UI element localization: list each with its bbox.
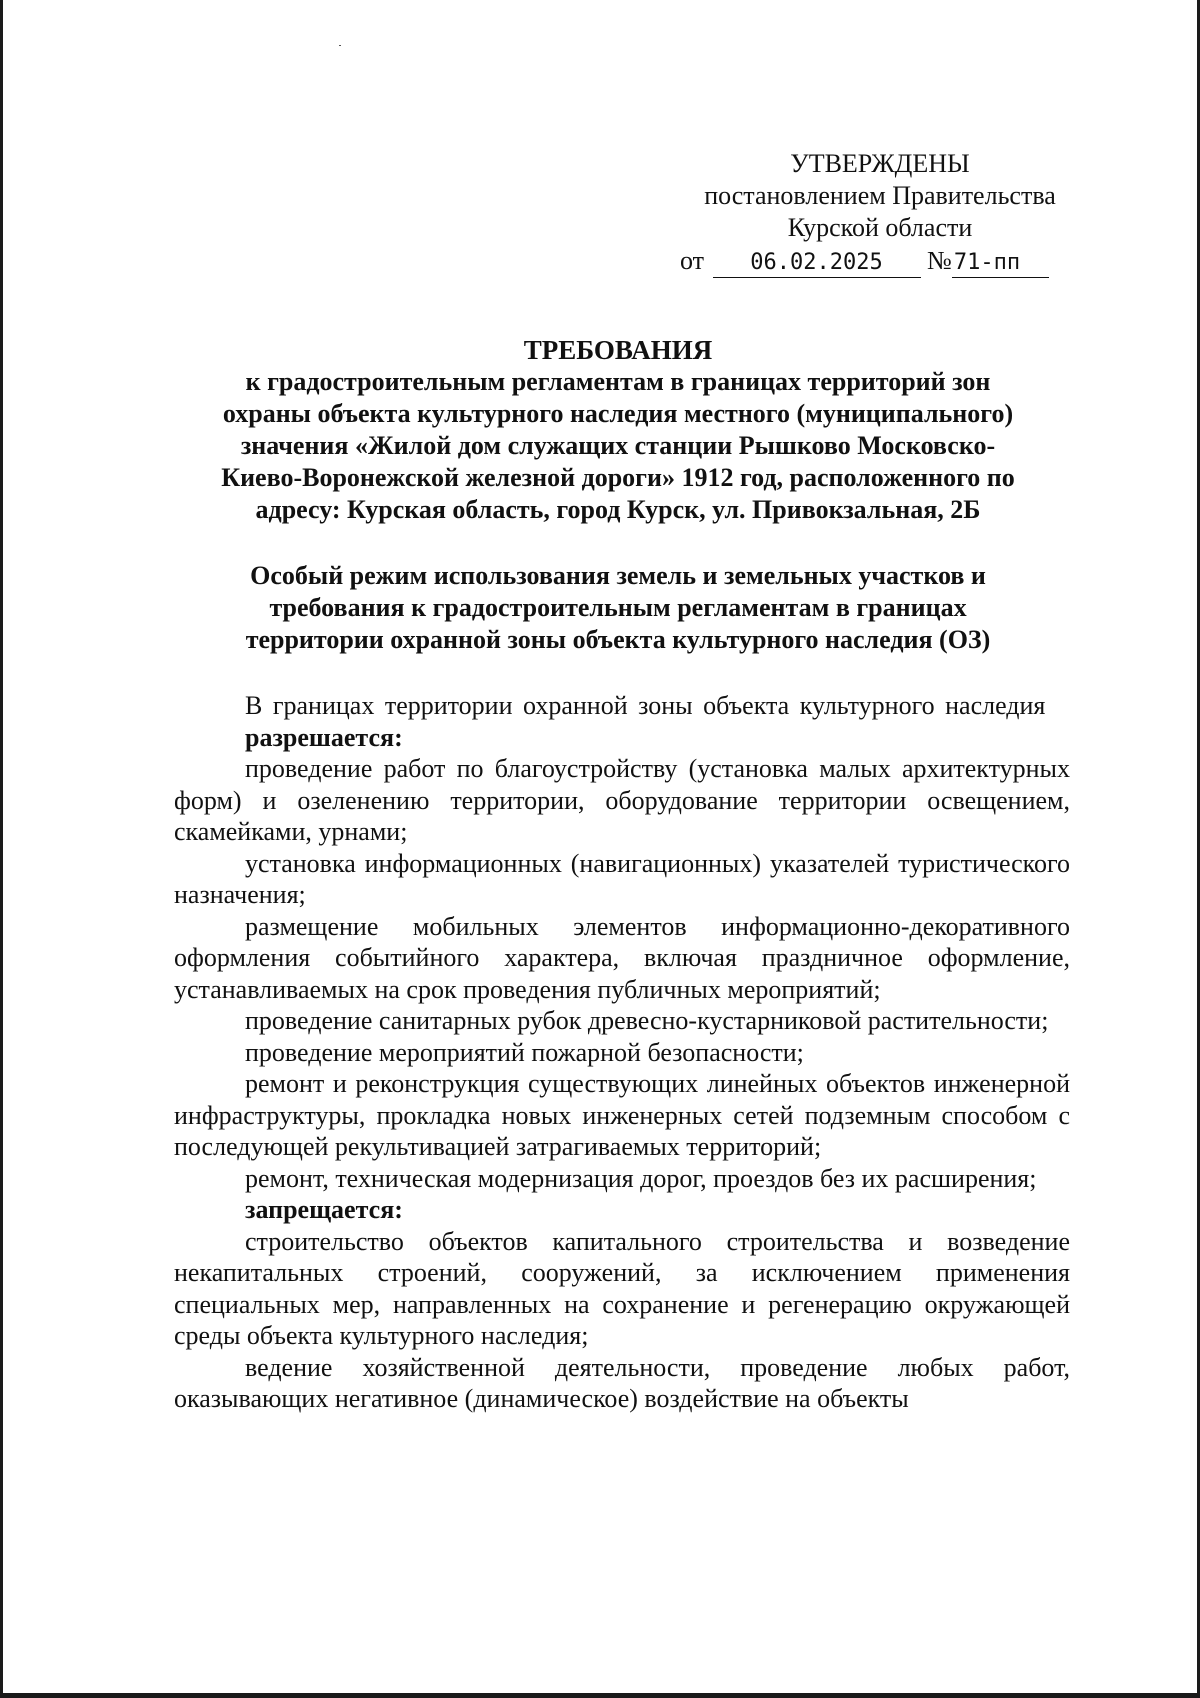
subtitle-line: значения «Жилой дом служащих станции Рышково Московско-: [240, 431, 996, 460]
approval-line-1: постановлением Правительства: [704, 181, 1056, 210]
allowed-label: разрешается:: [245, 722, 403, 752]
document-heading: ТРЕБОВАНИЯ: [523, 335, 713, 365]
body-text: [174, 690, 1070, 1415]
approval-stamp: УТВЕРЖДЕНЫ: [790, 149, 970, 178]
approval-block: [680, 148, 1080, 278]
number-field: 71-пп: [952, 249, 1049, 278]
allowed-item: проведение работ по благоустройству (установка малых архитектурных форм) и озеленению территории, оборудование территории освещением, скамейками, урнами;: [174, 754, 1070, 846]
number-prefix: №: [927, 246, 952, 275]
allowed-item: размещение мобильных элементов информационно-декоративного оформления событийного характера, включая праздничное оформление, устанавливаемых на срок проведения публичных мероприятий;: [174, 911, 1070, 1004]
section-title-line: требования к градостроительным регламентам в границах: [269, 593, 967, 622]
forbidden-item: строительство объектов капитального строительства и возведение некапитальных строений, сооружений, за исключением применения специальных мер, направленных на сохранение и регенерацию окружающей среды объекта культурного наследия;: [174, 1226, 1070, 1350]
forbidden-item: ведение хозяйственной деятельности, проведение любых работ, оказывающих негативное (динамическое) воздействие на объекты: [174, 1352, 1070, 1413]
subtitle-line: к градостроительным регламентам в границах территорий зон: [245, 367, 991, 396]
scan-edge-bottom: [0, 1693, 1200, 1698]
allowed-item: установка информационных (навигационных) указателей туристического назначения;: [174, 848, 1070, 909]
document-subtitle: [168, 366, 1068, 526]
approval-date-line: [680, 245, 1080, 278]
allowed-item: ремонт, техническая модернизация дорог, проездов без их расширения;: [245, 1163, 1037, 1193]
forbidden-label: запрещается:: [245, 1195, 403, 1224]
section-title-line: Особый режим использования земель и земельных участков и: [250, 561, 986, 590]
date-prefix: от: [680, 246, 705, 275]
approval-line-2: Курской области: [787, 213, 973, 242]
date-field: 06.02.2025: [713, 249, 921, 278]
subtitle-line: охраны объекта культурного наследия местного (муниципального): [222, 399, 1014, 428]
subtitle-line: Киево-Воронежской железной дороги» 1912 год, расположенного по: [221, 463, 1015, 492]
intro-paragraph: В границах территории охранной зоны объекта культурного наследия: [245, 691, 1046, 720]
subtitle-line: адресу: Курская область, город Курск, ул. Привокзальная, 2Б: [255, 495, 981, 524]
scan-edge-left: [0, 0, 3, 1698]
allowed-item: ремонт и реконструкция существующих линейных объектов инженерной инфраструктуры, прокладка новых инженерных сетей подземным способом с последующей рекультивацией затрагиваемых территорий;: [174, 1069, 1070, 1161]
section-title: [168, 560, 1068, 656]
allowed-item: проведение мероприятий пожарной безопасности;: [245, 1037, 804, 1067]
scan-speck: [339, 45, 341, 46]
allowed-item: проведение санитарных рубок древесно-кустарниковой растительности;: [245, 1006, 1049, 1035]
section-title-line: территории охранной зоны объекта культурного наследия (ОЗ): [245, 625, 991, 654]
document-title-block: [168, 334, 1068, 526]
